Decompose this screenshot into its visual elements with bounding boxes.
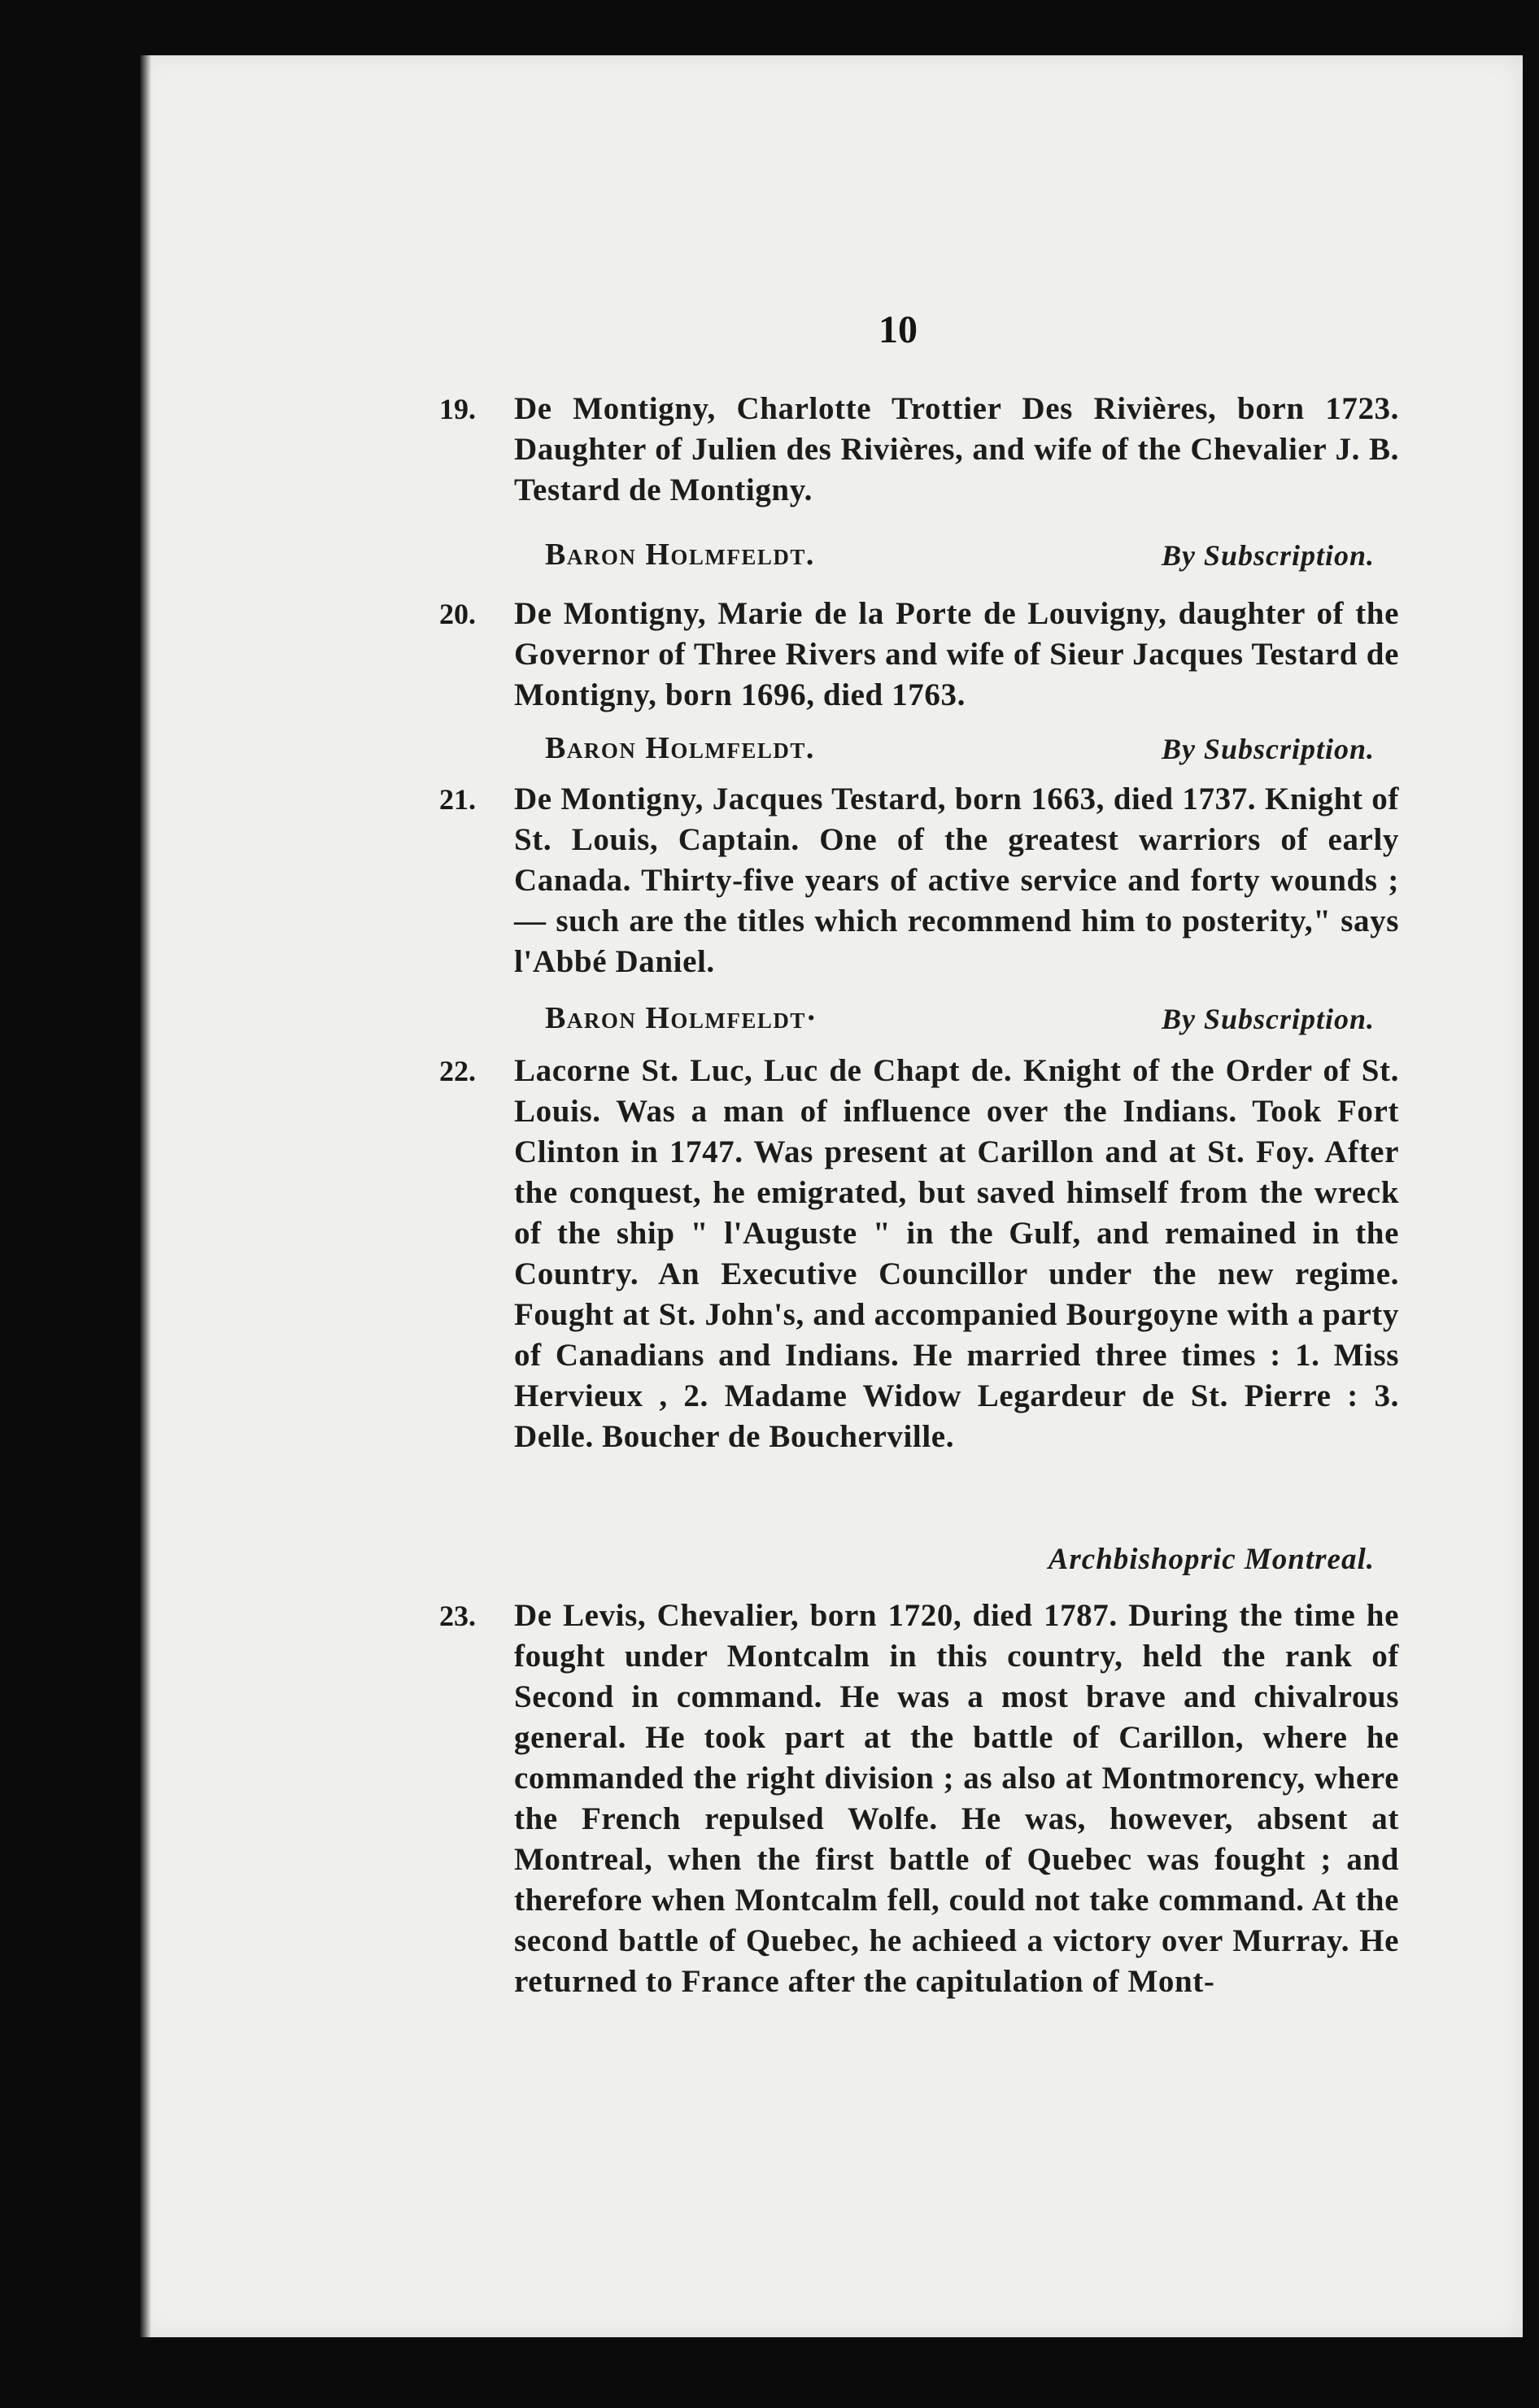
entry-text: De Montigny, Marie de la Porte de Louvigny, daughter of the Governor of Three Rivers and wife of Sieur Jacques Testard de Montigny, born 1696, died 1763. (514, 596, 1399, 712)
credit-donor: Baron Holmfeldt· (545, 1001, 818, 1035)
entry-number: 20. (439, 598, 476, 630)
entry-text: De Montigny, Jacques Testard, born 1663, died 1737. Knight of St. Louis, Captain. One of the greatest warriors of early Canada. Thirty-five years of active service and forty wounds ; — such are the titles which recommend him to posterity," says l'Abbé Daniel. (514, 782, 1399, 979)
entry-text: De Montigny, Charlotte Trottier Des Rivières, born 1723. Daughter of Julien des Rivières, and wife of the Chevalier J. B. Testard de Montigny. (514, 391, 1399, 507)
page-left-edge-shadow (140, 55, 151, 2337)
entry-number: 19. (439, 393, 476, 425)
credit-19 (545, 537, 1375, 574)
credit-donor: Baron Holmfeldt. (545, 731, 815, 765)
entry-text: De Levis, Chevalier, born 1720, died 1787. During the time he fought under Montcalm in this country, held the rank of Second in command. He was a most brave and chivalrous general. He took part at the battle of Carillon, where he commanded the right division ; as also at Montmorency, where the French repulsed Wolfe. He was, however, absent at Montreal, when the first battle of Quebec was fought ; and therefore when Montcalm fell, could not take command. At the second battle of Quebec, he achieed a victory over Murray. He returned to France after the capitulation of Mont- (514, 1598, 1399, 1999)
credit-method: By Subscription. (1161, 539, 1375, 572)
credit-method: By Subscription. (1161, 1003, 1375, 1035)
credit-22: Archbishopric Montreal. (1048, 1543, 1375, 1576)
credit-21 (545, 1000, 1375, 1038)
entry-text: Lacorne St. Luc, Luc de Chapt de. Knight of the Order of St. Louis. Was a man of influence over the Indians. Took Fort Clinton in 1747. Was present at Carillon and at St. Foy. After the conquest, he emigrated, but saved himself from the wreck of the ship " l'Auguste " in the Gulf, and remained in the Country. An Executive Councillor under the new regime. Fought at St. John's, and accompanied Bourgoyne with a party of Canadians and Indians. He married three times : 1. Miss Hervieux , 2. Madame Widow Legardeur de St. Pierre : 3. Delle. Boucher de Boucherville. (514, 1053, 1399, 1454)
credit-donor: Baron Holmfeldt. (545, 538, 815, 572)
credit-method: By Subscription. (1161, 733, 1375, 765)
page-number: 10 (878, 308, 918, 351)
entry-number: 22. (439, 1055, 476, 1087)
entry-number: 23. (439, 1600, 476, 1632)
credit-20 (545, 730, 1375, 768)
entry-number: 21. (439, 783, 476, 816)
